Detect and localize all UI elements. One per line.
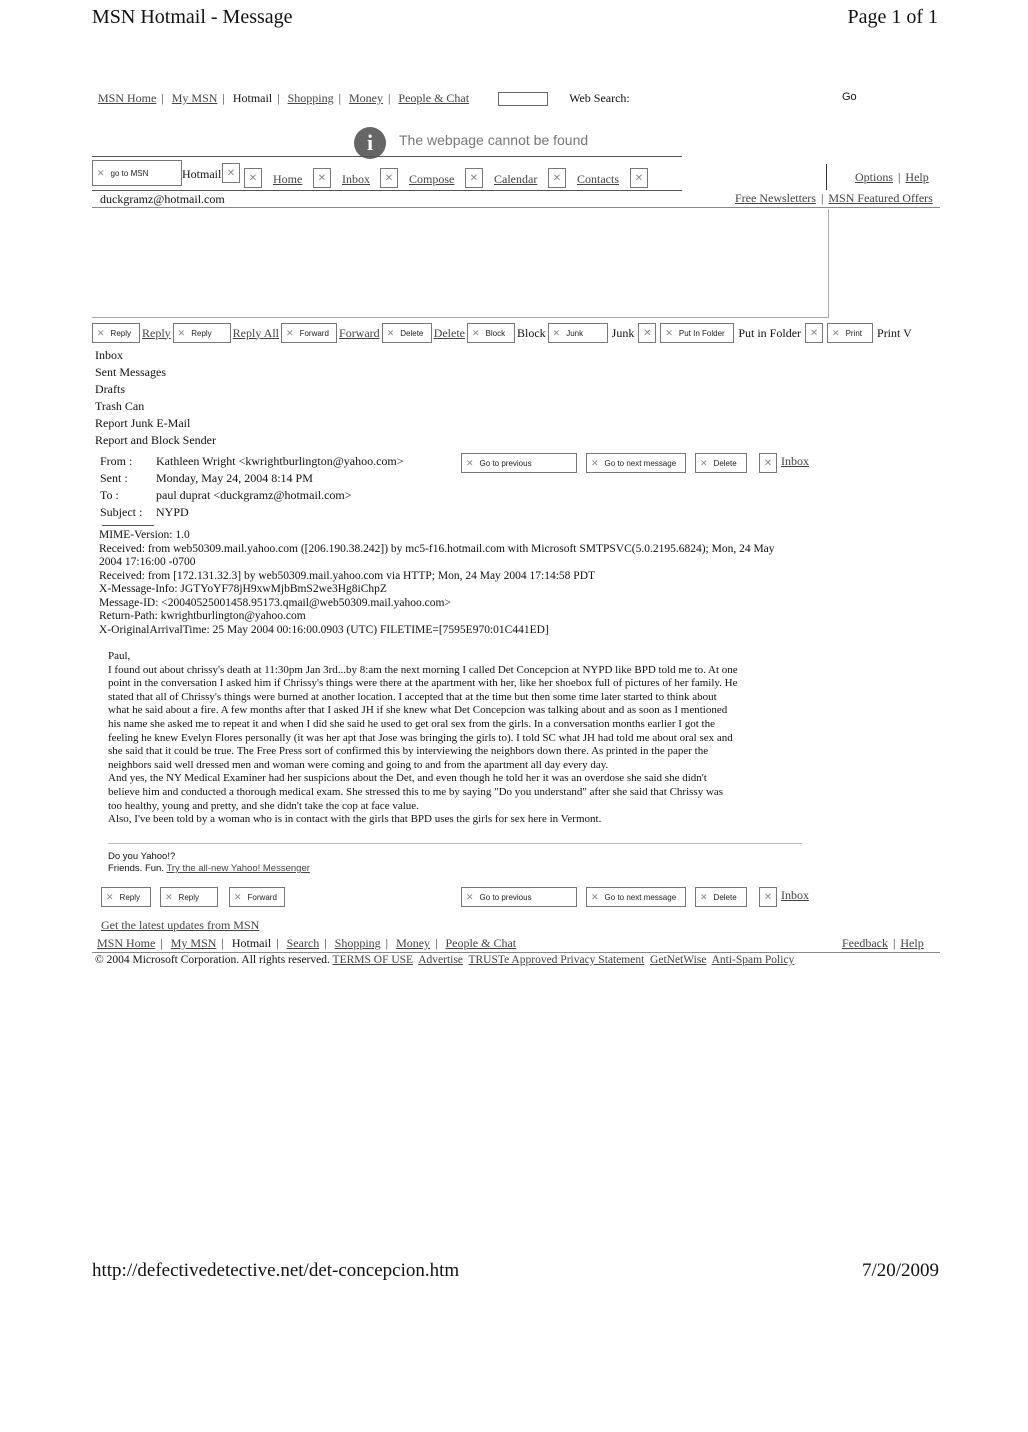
bottom-reply-button[interactable]: ✕ Reply <box>101 887 151 907</box>
footer-nav: MSN Home | My MSN | Hotmail | Search | Shopping | Money | People & Chat <box>97 936 517 950</box>
nav-shopping[interactable]: Shopping <box>287 91 334 105</box>
broken-image-icon: ✕ <box>244 168 262 188</box>
nav-people-chat[interactable]: People & Chat <box>398 91 470 105</box>
copyright-text: © 2004 Microsoft Corporation. All rights reserved. <box>95 954 330 966</box>
subject-value: NYPD <box>156 505 189 519</box>
broken-image-icon: ✕ <box>700 457 708 468</box>
broken-image-icon: ✕ <box>832 327 840 338</box>
folder-sent-messages[interactable]: Sent Messages <box>95 365 166 379</box>
delete-link[interactable]: Delete <box>433 325 465 340</box>
info-icon: i <box>354 127 386 159</box>
help-link[interactable]: Help <box>905 170 929 184</box>
report-block-sender[interactable]: Report and Block Sender <box>95 433 216 447</box>
broken-image-icon: ✕ <box>591 891 599 902</box>
footer-help-link[interactable]: Help <box>900 936 924 950</box>
raw-header-line: Return-Path: kwrightburlington@yahoo.com <box>99 610 306 622</box>
footer-feedback-help: Feedback | Help <box>842 936 924 950</box>
getnetwise-link[interactable]: GetNetWise <box>650 954 707 966</box>
latest-updates-link[interactable]: Get the latest updates from MSN <box>101 918 260 932</box>
go-to-previous-button[interactable]: ✕ Go to previous <box>461 453 577 473</box>
to-label: To : <box>100 488 119 502</box>
broken-image-icon: ✕ <box>286 327 294 338</box>
free-newsletters-link[interactable]: Free Newsletters <box>735 191 816 205</box>
message-body <box>108 650 808 827</box>
body-line: what he said about a fire. A few months after that I asked JH if she knew what Det Concepcion was talking about and as soon as I mentioned <box>108 704 728 717</box>
privacy-statement-link[interactable]: TRUSTe Approved Privacy Statement <box>468 954 645 966</box>
advertisement-area <box>92 209 829 318</box>
account-links: Free Newsletters | MSN Featured Offers <box>735 191 933 205</box>
broken-image-icon: ✕ <box>380 168 398 188</box>
folder-list <box>95 347 216 449</box>
raw-header-line: MIME-Version: 1.0 <box>99 529 190 541</box>
raw-header-line: 2004 17:16:00 -0700 <box>99 556 196 568</box>
forward-icon-button[interactable]: ✕ Forward <box>281 323 337 343</box>
body-line: too healthy, young and pretty, and she didn't take the cop at face value. <box>108 799 419 812</box>
yahoo-signature <box>108 851 310 875</box>
broken-image-icon: ✕ <box>548 168 566 188</box>
footer-people-chat[interactable]: People & Chat <box>445 936 517 950</box>
msn-top-nav: MSN Home | My MSN | Hotmail | Shopping | Money | People & Chat Web Search: <box>98 91 630 105</box>
bottom-forward-button[interactable]: ✕ Forward <box>229 887 285 907</box>
report-junk-email[interactable]: Report Junk E-Mail <box>95 416 191 430</box>
junk-link[interactable]: Junk <box>611 325 635 340</box>
body-line: his name she asked me to repeat it and when I did she said he used to get oral sex from the girls. In a conversation months earlier I got the <box>108 717 715 730</box>
broken-image-box <box>498 92 548 106</box>
broken-image-icon: ✕ <box>177 327 186 338</box>
reply-all-icon-button[interactable]: ✕ Reply <box>173 323 231 343</box>
bottom-delete-button[interactable]: ✕ Delete <box>695 887 747 907</box>
yahoo-messenger-link[interactable]: Try the all-new Yahoo! Messenger <box>166 863 310 874</box>
broken-image-icon: ✕ <box>759 887 777 907</box>
go-to-next-message-button[interactable]: ✕ Go to next message <box>586 453 686 473</box>
put-in-folder-icon-button[interactable]: ✕ Put In Folder <box>660 323 734 343</box>
folder-inbox[interactable]: Inbox <box>95 348 123 362</box>
broken-image-icon: ✕ <box>591 457 599 468</box>
message-toolbar <box>92 321 912 345</box>
broken-image-icon: ✕ <box>465 168 483 188</box>
broken-image-icon: ✕ <box>313 168 331 188</box>
raw-headers <box>99 529 775 637</box>
footer-hotmail[interactable]: Hotmail <box>231 936 272 950</box>
footer-my-msn[interactable]: My MSN <box>170 936 217 950</box>
hotmail-nav-home[interactable]: Home <box>273 172 303 186</box>
yahoo-line: Do you Yahoo!? <box>108 851 176 862</box>
go-button[interactable]: Go <box>842 91 857 103</box>
footer-msn-home[interactable]: MSN Home <box>97 936 156 950</box>
broken-image-icon: ✕ <box>472 327 480 338</box>
raw-header-line: X-Message-Info: JGTYoYF78jH9xwMjbBmS2we3Hg8iChpZ <box>99 583 387 595</box>
body-line: she said that it could be true. The Free Press sort of confirmed this by interviewing the neighbors down there. As printed in the paper the <box>108 745 709 758</box>
broken-image-icon: ✕ <box>234 891 242 902</box>
bottom-go-to-previous-button[interactable]: ✕ Go to previous <box>461 887 577 907</box>
web-search-input[interactable] <box>640 89 830 105</box>
from-value: Kathleen Wright <kwrightburlington@yahoo.com> <box>156 454 404 468</box>
options-link[interactable]: Options <box>855 170 894 184</box>
nav-my-msn[interactable]: My MSN <box>171 91 218 105</box>
bottom-inbox-link[interactable]: Inbox <box>781 888 809 902</box>
inbox-link[interactable]: Inbox <box>781 454 809 468</box>
message-header-table <box>100 453 404 521</box>
broken-image-icon: ✕ <box>759 453 777 473</box>
broken-image-icon: ✕ <box>665 327 673 338</box>
delete-icon-button[interactable]: ✕ Delete <box>382 323 432 343</box>
block-icon-button[interactable]: ✕ Block <box>467 323 515 343</box>
body-line: point in the conversation I asked him if Chrissy's things were there at the apartment with her, like her shoebox full of pictures of her family. He <box>108 677 738 690</box>
folder-drafts[interactable]: Drafts <box>95 382 125 396</box>
broken-image-icon: ✕ <box>386 327 395 338</box>
broken-image-icon: ✕ <box>552 327 561 338</box>
hotmail-nav-calendar[interactable]: Calendar <box>494 172 538 186</box>
print-footer-url: http://defectivedetective.net/det-concepcion.htm <box>92 1260 460 1281</box>
terms-of-use-link[interactable]: TERMS OF USE <box>332 954 414 966</box>
copyright-line <box>95 954 794 966</box>
broken-image-icon: ✕ <box>630 168 648 188</box>
broken-image-icon: ✕ <box>165 891 173 902</box>
broken-image-icon: ✕ <box>222 163 240 183</box>
broken-image-icon: ✕ <box>805 323 823 343</box>
nav-money[interactable]: Money <box>349 91 383 105</box>
hotmail-nav-inbox[interactable]: Inbox <box>342 172 370 186</box>
print-page-number: Page 1 of 1 <box>847 6 938 28</box>
account-email: duckgramz@hotmail.com <box>100 192 225 206</box>
hotmail-nav-compose[interactable]: Compose <box>409 172 455 186</box>
reply-link[interactable]: Reply <box>142 325 171 340</box>
print-icon-button[interactable]: ✕ Print <box>827 323 873 343</box>
delete-message-button[interactable]: ✕ Delete <box>695 453 747 473</box>
broken-image-icon: ✕ <box>97 167 105 178</box>
footer-money[interactable]: Money <box>396 936 431 950</box>
reply-all-link[interactable]: Reply All <box>232 325 280 340</box>
folder-trash-can[interactable]: Trash Can <box>95 399 145 413</box>
broken-image-icon: ✕ <box>466 457 474 468</box>
error-banner-text: The webpage cannot be found <box>399 132 589 148</box>
msn-featured-offers-link[interactable]: MSN Featured Offers <box>828 191 933 205</box>
nav-hotmail[interactable]: Hotmail <box>232 91 273 105</box>
footer-shopping[interactable]: Shopping <box>334 936 381 950</box>
footer-search[interactable]: Search <box>286 936 320 950</box>
raw-header-line: Received: from web50309.mail.yahoo.com ([206.190.38.242]) by mc5-f16.hotmail.com with Microsoft SMTPSVC(5.0.2195.6824); Mon, 24 May <box>99 542 775 555</box>
go-to-msn-button[interactable]: ✕ go to MSN <box>92 160 182 186</box>
body-line: Paul, <box>108 650 131 662</box>
broken-image-icon: ✕ <box>638 323 656 343</box>
junk-icon-button[interactable]: ✕ Junk <box>548 323 608 343</box>
body-line: Also, I've been told by a woman who is in contact with the girls that BPD uses the girls for sex here in Vermont. <box>108 813 602 826</box>
body-line: stated that all of Chrissy's things were burned at another location. I accepted that at the time but then some time later started to think about <box>108 690 717 703</box>
anti-spam-policy-link[interactable]: Anti-Spam Policy <box>711 954 795 966</box>
body-line: feeling he knew Evelyn Flores personally (it was her apt that Jose was bringing the girls to). I told SC what JH had told me about oral sex and <box>108 731 733 744</box>
broken-image-icon: ✕ <box>106 891 114 902</box>
web-search-label: Web Search: <box>569 91 630 105</box>
to-value: paul duprat <duckgramz@hotmail.com> <box>156 488 352 502</box>
body-line: I found out about chrissy's death at 11:30pm Jan 3rd...by 8:am the next morning I called Det Concepcion at NYPD like BPD told me to. At one <box>108 663 738 676</box>
broken-image-icon: ✕ <box>466 891 474 902</box>
from-label: From : <box>100 454 133 468</box>
raw-header-line: Message-ID: <20040525001458.95173.qmail@web50309.mail.yahoo.com> <box>99 596 451 609</box>
reply-icon-button[interactable]: ✕ Reply <box>92 323 140 343</box>
broken-image-icon: ✕ <box>700 891 708 902</box>
bottom-reply-all-button[interactable]: ✕ Reply <box>160 887 218 907</box>
nav-msn-home[interactable]: MSN Home <box>98 91 157 105</box>
feedback-link[interactable]: Feedback <box>842 936 888 950</box>
hotmail-brand: Hotmail <box>182 167 222 181</box>
options-help-links: Options | Help <box>855 170 929 184</box>
hotmail-nav-contacts[interactable]: Contacts <box>577 172 619 186</box>
forward-link[interactable]: Forward <box>339 325 380 340</box>
body-line: And yes, the NY Medical Examiner had her suspicions about the Det, and even though he told her it was an overdose she said she didn't <box>108 772 707 785</box>
print-page-title: MSN Hotmail - Message <box>92 6 293 28</box>
bottom-go-to-next-button[interactable]: ✕ Go to next message <box>586 887 686 907</box>
body-line: believe him and conducted a thorough medical exam. She stressed this to me by saying "Do you understand" after she said that Chrissy was <box>108 785 724 798</box>
body-line: neighbors said well dressed men and woman were coming and going to and from the apartment all day every day. <box>108 758 609 771</box>
print-view-link[interactable]: Print V <box>877 325 912 340</box>
sent-label: Sent : <box>100 471 128 485</box>
subject-label: Subject : <box>100 505 143 519</box>
raw-header-line: Received: from [172.131.32.3] by web50309.mail.yahoo.com via HTTP; Mon, 24 May 2004 17:14:58 PDT <box>99 569 596 582</box>
raw-header-line: X-OriginalArrivalTime: 25 May 2004 00:16:00.0903 (UTC) FILETIME=[7595E970:01C441ED] <box>99 623 549 636</box>
yahoo-tagline: Friends. Fun. <box>108 863 164 874</box>
advertise-link[interactable]: Advertise <box>418 954 463 966</box>
print-footer-date: 7/20/2009 <box>861 1260 939 1281</box>
sent-value: Monday, May 24, 2004 8:14 PM <box>156 471 313 485</box>
broken-image-icon: ✕ <box>97 327 105 338</box>
put-in-folder-link[interactable]: Put in Folder <box>738 325 802 340</box>
block-link[interactable]: Block <box>517 325 546 340</box>
